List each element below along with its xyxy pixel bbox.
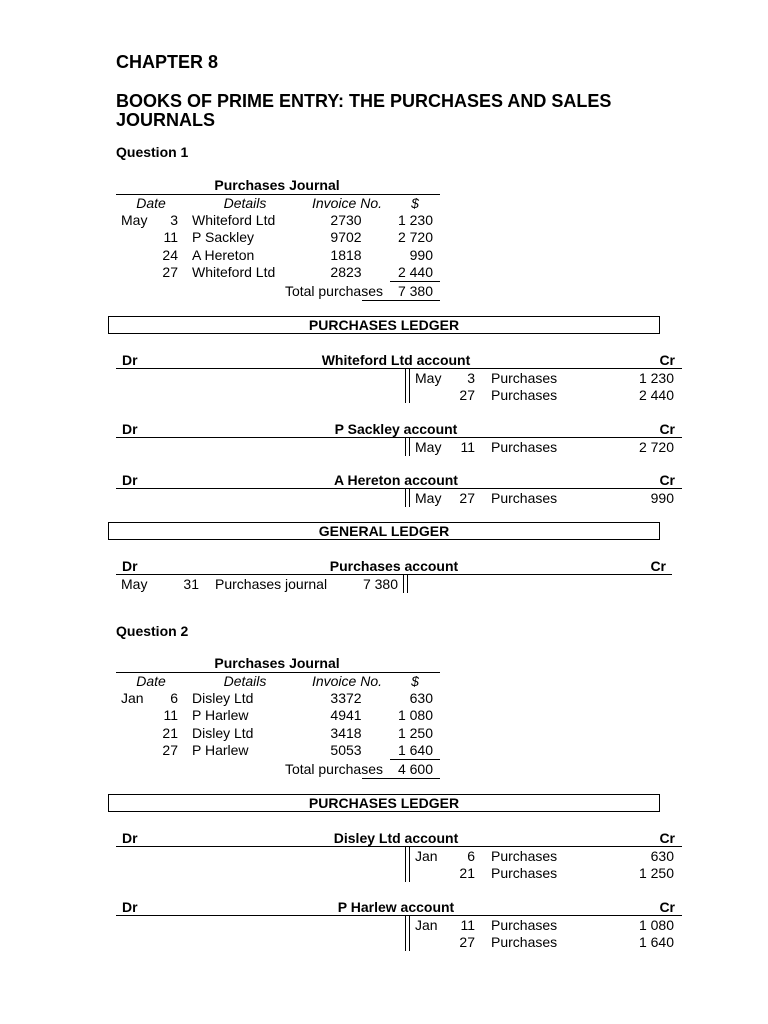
total-amount: 7 380 xyxy=(397,283,433,299)
entry-amount: 7 380 xyxy=(362,576,398,592)
credit-label: Cr xyxy=(659,899,675,915)
entry-amount: 1 250 xyxy=(638,865,674,881)
debit-label: Dr xyxy=(122,352,138,368)
invoice-number: 3372 xyxy=(330,690,362,706)
journal-row xyxy=(0,706,768,724)
entry-details: Purchases xyxy=(491,865,558,881)
col-header-invoice: Invoice No. xyxy=(311,673,383,689)
entry-details: P Harlew xyxy=(192,742,249,758)
entry-day: 27 xyxy=(459,387,475,403)
journal-header-row xyxy=(0,672,768,690)
entry-day: 11 xyxy=(163,707,178,723)
col-header-amount: $ xyxy=(411,195,419,211)
debit-label: Dr xyxy=(122,830,138,846)
entry-day: 27 xyxy=(459,490,475,506)
entry-details: Purchases xyxy=(491,917,558,933)
credit-entry xyxy=(0,916,768,934)
entry-day: 21 xyxy=(162,725,178,741)
entry-details: Purchases journal xyxy=(215,576,328,592)
account-title: A Hereton account xyxy=(334,472,458,488)
chapter-title-line-1: BOOKS OF PRIME ENTRY: THE PURCHASES AND SALES xyxy=(116,91,612,111)
entry-details: Purchases xyxy=(491,490,558,506)
entry-amount: 630 xyxy=(650,848,674,864)
general-ledger-heading: GENERAL LEDGER xyxy=(108,522,660,540)
purchases-ledger-heading: PURCHASES LEDGER xyxy=(108,316,660,334)
invoice-number: 9702 xyxy=(330,229,362,245)
question-2-heading: Question 2 xyxy=(116,623,189,639)
col-header-amount: $ xyxy=(411,673,419,689)
entry-amount: 990 xyxy=(409,247,433,263)
entry-amount: 2 720 xyxy=(397,229,433,245)
journal-row xyxy=(0,689,768,707)
invoice-number: 2730 xyxy=(330,212,362,228)
total-amount: 4 600 xyxy=(397,761,433,777)
entry-amount: 2 720 xyxy=(638,439,674,455)
journal-title: Purchases Journal xyxy=(214,655,340,671)
entry-amount: 2 440 xyxy=(397,264,433,280)
entry-amount: 1 250 xyxy=(397,725,433,741)
entry-amount: 1 230 xyxy=(397,212,433,228)
entry-details: Purchases xyxy=(491,439,558,455)
entry-details: Disley Ltd xyxy=(192,725,254,741)
entry-day: 31 xyxy=(183,576,199,592)
debit-label: Dr xyxy=(122,472,138,488)
invoice-number: 1818 xyxy=(330,247,362,263)
entry-month: Jan xyxy=(415,848,438,864)
debit-label: Dr xyxy=(122,558,138,574)
total-label: Total purchases xyxy=(284,761,383,777)
credit-entry xyxy=(0,369,768,387)
entry-month: May xyxy=(121,212,148,228)
credit-entry xyxy=(0,438,768,456)
credit-entry xyxy=(0,864,768,882)
entry-day: 3 xyxy=(170,212,178,228)
question-1-heading: Question 1 xyxy=(116,144,189,160)
entry-month: Jan xyxy=(121,690,144,706)
invoice-number: 2823 xyxy=(330,264,362,280)
journal-title: Purchases Journal xyxy=(214,177,340,193)
entry-month: May xyxy=(415,490,442,506)
journal-total-row xyxy=(0,760,768,778)
entry-amount: 1 640 xyxy=(397,742,433,758)
entry-day: 24 xyxy=(162,247,178,263)
entry-details: Purchases xyxy=(491,387,558,403)
entry-details: Purchases xyxy=(491,934,558,950)
entry-day: 3 xyxy=(467,370,475,386)
credit-label: Cr xyxy=(659,352,675,368)
entry-month: Jan xyxy=(415,917,438,933)
credit-entry xyxy=(0,847,768,865)
journal-row xyxy=(0,228,768,246)
credit-label: Cr xyxy=(659,421,675,437)
debit-entry xyxy=(0,575,768,593)
account-title: P Sackley account xyxy=(334,421,458,437)
journal-total-row xyxy=(0,282,768,300)
purchases-ledger-heading: PURCHASES LEDGER xyxy=(108,794,660,812)
entry-amount: 1 080 xyxy=(397,707,433,723)
chapter-title-line-2: JOURNALS xyxy=(116,110,216,130)
credit-label: Cr xyxy=(659,472,675,488)
credit-entry xyxy=(0,933,768,951)
journal-row xyxy=(0,263,768,281)
account-title: P Harlew account xyxy=(337,899,455,915)
entry-details: Disley Ltd xyxy=(192,690,254,706)
entry-details: P Sackley xyxy=(192,229,254,245)
total-rule xyxy=(362,778,440,779)
credit-label: Cr xyxy=(659,830,675,846)
entry-amount: 630 xyxy=(409,690,433,706)
debit-label: Dr xyxy=(122,899,138,915)
entry-day: 11 xyxy=(163,229,178,245)
entry-day: 27 xyxy=(162,264,178,280)
entry-month: May xyxy=(121,576,148,592)
invoice-number: 5053 xyxy=(330,742,362,758)
debit-label: Dr xyxy=(122,421,138,437)
entry-month: May xyxy=(415,370,442,386)
account-title: Whiteford Ltd account xyxy=(321,352,471,368)
total-rule xyxy=(362,300,440,301)
entry-details: Whiteford Ltd xyxy=(192,212,276,228)
credit-label: Cr xyxy=(650,558,666,574)
entry-day: 6 xyxy=(170,690,178,706)
invoice-number: 4941 xyxy=(330,707,362,723)
entry-day: 27 xyxy=(459,934,475,950)
credit-entry xyxy=(0,489,768,507)
entry-day: 11 xyxy=(460,917,475,933)
entry-details: Whiteford Ltd xyxy=(192,264,276,280)
journal-row xyxy=(0,211,768,229)
entry-details: A Hereton xyxy=(192,247,255,263)
col-header-details: Details xyxy=(223,195,267,211)
account-title: Purchases account xyxy=(329,558,459,574)
col-header-date: Date xyxy=(136,673,166,689)
col-header-invoice: Invoice No. xyxy=(311,195,383,211)
chapter-heading: CHAPTER 8 xyxy=(116,52,219,72)
entry-amount: 2 440 xyxy=(638,387,674,403)
journal-row xyxy=(0,246,768,264)
journal-header-row xyxy=(0,194,768,212)
entry-month: May xyxy=(415,439,442,455)
entry-details: Purchases xyxy=(491,848,558,864)
account-title: Disley Ltd account xyxy=(333,830,459,846)
entry-amount: 1 080 xyxy=(638,917,674,933)
col-header-date: Date xyxy=(136,195,166,211)
invoice-number: 3418 xyxy=(330,725,362,741)
entry-day: 27 xyxy=(162,742,178,758)
entry-amount: 1 230 xyxy=(638,370,674,386)
entry-day: 6 xyxy=(467,848,475,864)
entry-day: 21 xyxy=(459,865,475,881)
journal-row xyxy=(0,741,768,759)
entry-amount: 990 xyxy=(650,490,674,506)
entry-details: Purchases xyxy=(491,370,558,386)
col-header-details: Details xyxy=(223,673,267,689)
journal-row xyxy=(0,724,768,742)
entry-amount: 1 640 xyxy=(638,934,674,950)
total-label: Total purchases xyxy=(284,283,383,299)
credit-entry xyxy=(0,386,768,404)
entry-details: P Harlew xyxy=(192,707,249,723)
entry-day: 11 xyxy=(460,439,475,455)
